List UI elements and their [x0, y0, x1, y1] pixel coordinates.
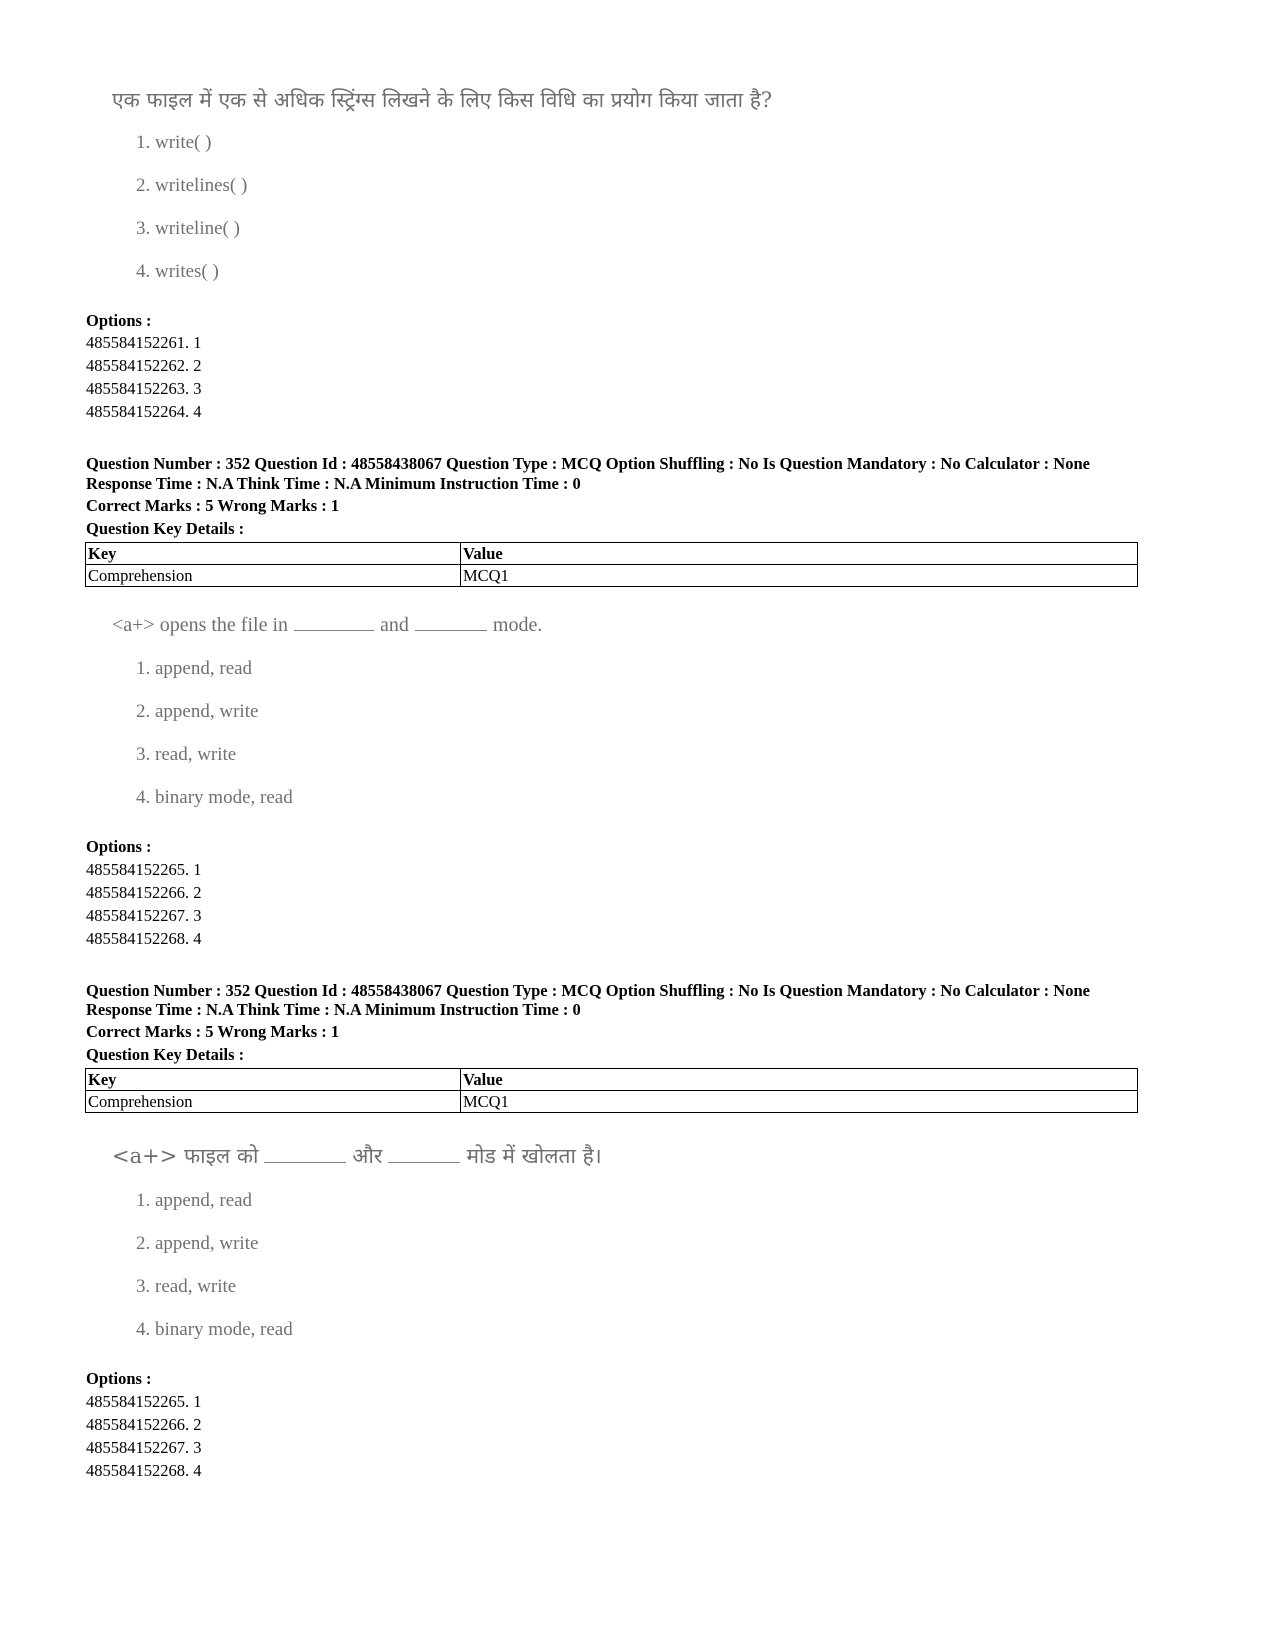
question-image-text [112, 614, 542, 637]
option-item: 485584152266. 2 [86, 883, 202, 902]
answer-blank [294, 614, 374, 631]
question-choice: 3. read, write [136, 1276, 237, 1297]
options-label: Options : [86, 1369, 152, 1388]
option-item: 485584152265. 1 [86, 860, 202, 879]
option-item: 485584152267. 3 [86, 906, 202, 925]
option-item: 485584152265. 1 [86, 1392, 202, 1411]
marks-line: Correct Marks : 5 Wrong Marks : 1 [86, 1022, 340, 1041]
question-choice: 3. writeline( ) [136, 218, 240, 239]
table-header-key: Key [86, 543, 461, 565]
question-choice: 2. append, write [136, 1233, 259, 1254]
options-label: Options : [86, 311, 152, 330]
option-item: 485584152264. 4 [86, 402, 202, 421]
key-details-table [85, 1068, 1138, 1113]
table-header-key: Key [86, 1069, 461, 1091]
table-cell-value: MCQ1 [461, 565, 1138, 587]
question-suffix: मोड में खोलता है। [466, 1144, 602, 1168]
question-choice: 4. binary mode, read [136, 1319, 293, 1340]
option-item: 485584152268. 4 [86, 1461, 202, 1480]
question-meta-line: Question Number : 352 Question Id : 48558438067 Question Type : MCQ Option Shuffling : No Is Question Mandatory : No Calculator : None [86, 981, 1090, 1000]
question-choice: 4. binary mode, read [136, 787, 293, 808]
question-prefix: <a+> opens the file in [112, 614, 289, 636]
question-suffix: mode. [492, 614, 543, 636]
table-cell-value: MCQ1 [461, 1091, 1138, 1113]
question-mid: and [380, 614, 409, 636]
question-choice: 1. append, read [136, 1190, 253, 1211]
option-item: 485584152266. 2 [86, 1415, 202, 1434]
option-item: 485584152262. 2 [86, 356, 202, 375]
table-header-value: Value [461, 543, 1138, 565]
marks-line: Correct Marks : 5 Wrong Marks : 1 [86, 496, 340, 515]
table-cell-key: Comprehension [86, 1091, 461, 1113]
question-choice: 2. writelines( ) [136, 175, 248, 196]
key-details-label: Question Key Details : [86, 519, 245, 538]
table-cell-key: Comprehension [86, 565, 461, 587]
table-header-value: Value [461, 1069, 1138, 1091]
question-choice: 4. writes( ) [136, 261, 219, 282]
question-image-text [112, 1142, 602, 1170]
option-item: 485584152261. 1 [86, 333, 202, 352]
question-mid: और [352, 1144, 383, 1168]
question-choice: 2. append, write [136, 701, 259, 722]
question-meta-line: Response Time : N.A Think Time : N.A Minimum Instruction Time : 0 [86, 474, 581, 493]
key-details-table [85, 542, 1138, 587]
answer-blank [415, 614, 487, 631]
question-choice: 1. append, read [136, 658, 253, 679]
question-choice: 3. read, write [136, 744, 237, 765]
question-prefix: <a+> फाइल को [112, 1144, 259, 1168]
answer-blank [388, 1146, 460, 1163]
question-meta-line: Question Number : 352 Question Id : 48558438067 Question Type : MCQ Option Shuffling : No Is Question Mandatory : No Calculator : None [86, 454, 1090, 473]
answer-blank [264, 1146, 346, 1163]
option-item: 485584152268. 4 [86, 929, 202, 948]
option-item: 485584152267. 3 [86, 1438, 202, 1457]
question-meta-line: Response Time : N.A Think Time : N.A Minimum Instruction Time : 0 [86, 1000, 581, 1019]
question-choice: 1. write( ) [136, 132, 212, 153]
key-details-label: Question Key Details : [86, 1045, 245, 1064]
question-image-text: एक फाइल में एक से अधिक स्ट्रिंग्स लिखने के लिए किस विधि का प्रयोग किया जाता है? [112, 88, 773, 112]
option-item: 485584152263. 3 [86, 379, 202, 398]
options-label: Options : [86, 837, 152, 856]
